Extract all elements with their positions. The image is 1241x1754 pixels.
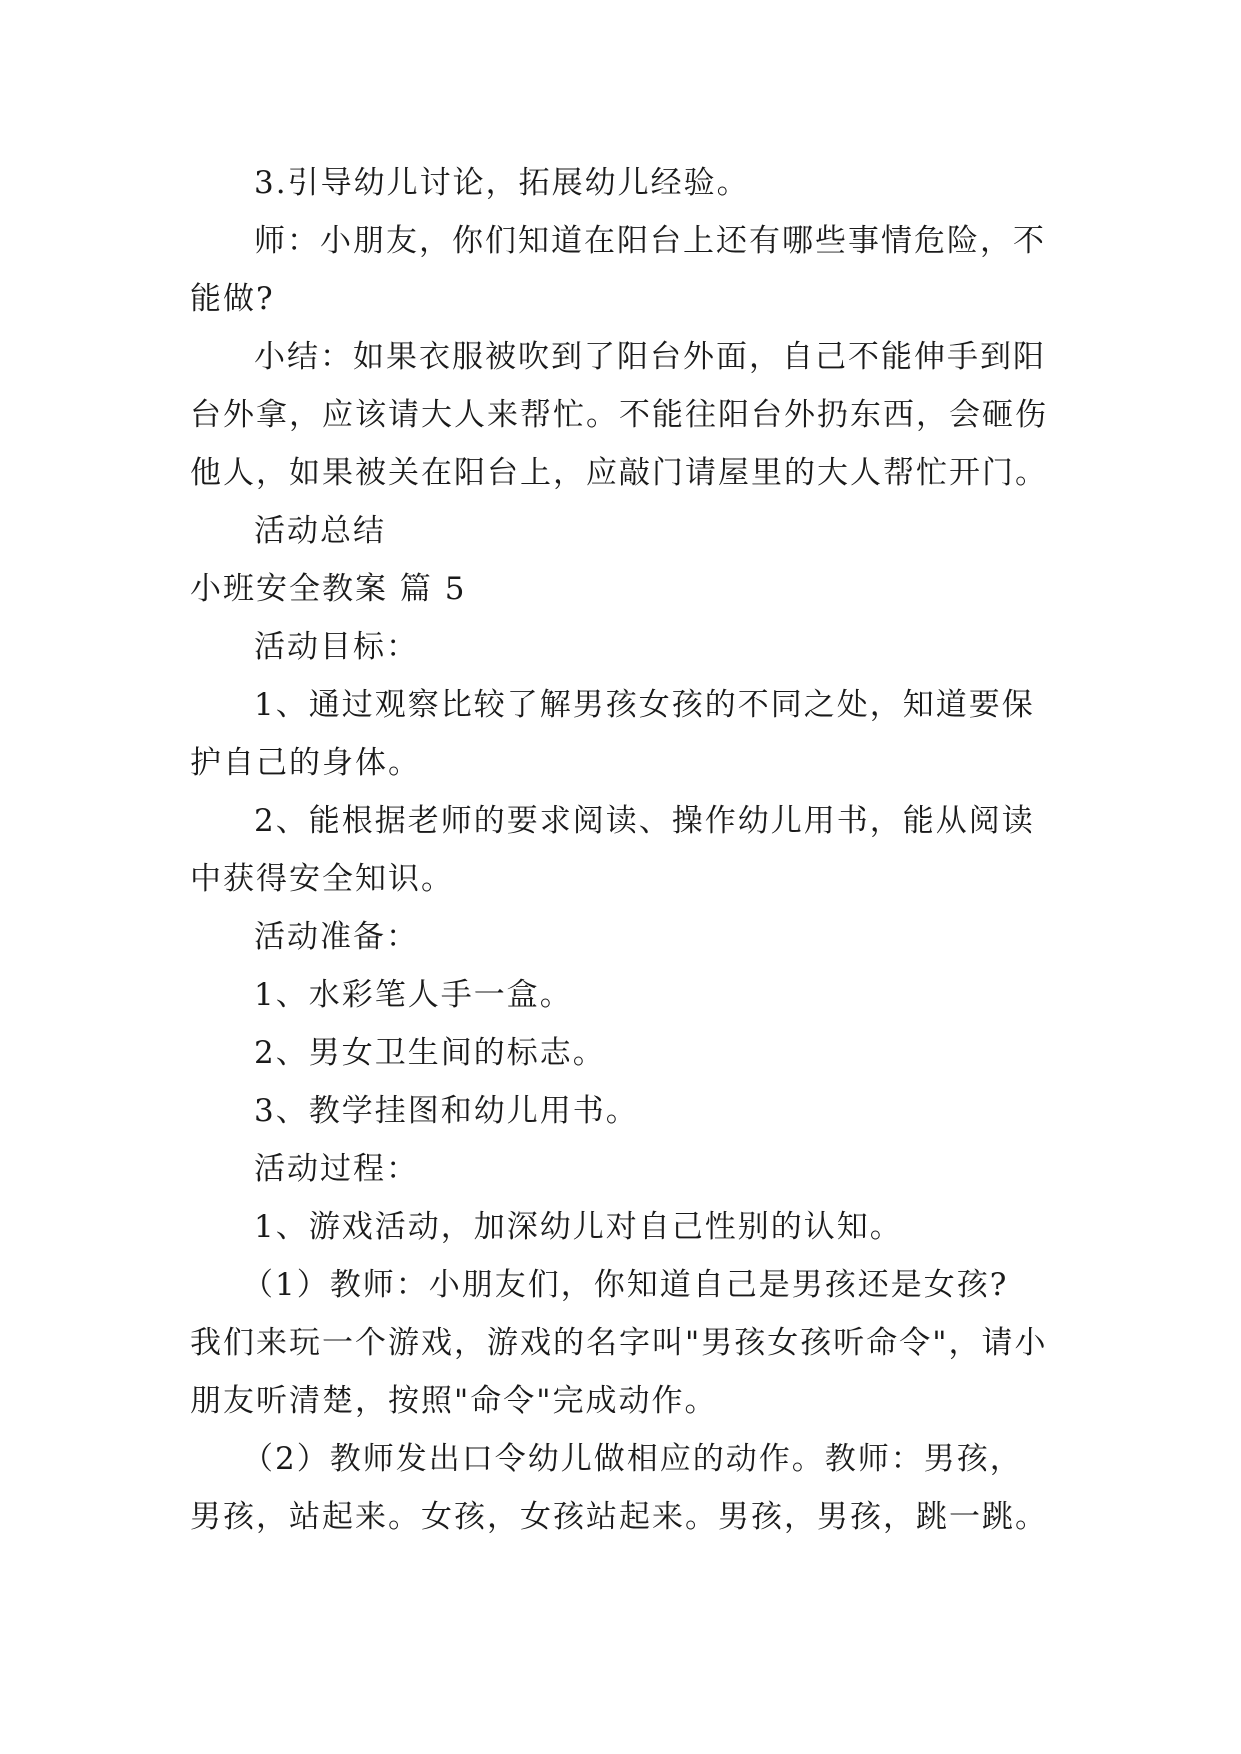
text-line: 男孩，站起来。女孩，女孩站起来。男孩，男孩，跳一跳。 [190, 1499, 1048, 1535]
section-heading: 活动过程： [254, 1151, 419, 1187]
section-heading: 活动准备： [254, 919, 419, 955]
text-line: 师：小朋友，你们知道在阳台上还有哪些事情危险，不 [254, 223, 1046, 259]
text-line: 1、通过观察比较了解男孩女孩的不同之处，知道要保 [254, 687, 1035, 723]
text-line: 中获得安全知识。 [190, 861, 454, 897]
text-line: 2、能根据老师的要求阅读、操作幼儿用书，能从阅读 [254, 803, 1035, 839]
text-line: 3.引导幼儿讨论，拓展幼儿经验。 [254, 165, 750, 201]
text-line: （1）教师：小朋友们，你知道自己是男孩还是女孩? [242, 1267, 1009, 1303]
text-line: 台外拿，应该请大人来帮忙。不能往阳台外扔东西，会砸伤 [190, 397, 1048, 433]
text-line: 能做? [190, 281, 275, 317]
text-line: 1、水彩笔人手一盒。 [254, 977, 573, 1013]
text-line: 2、男女卫生间的标志。 [254, 1035, 606, 1071]
text-line: 小结：如果衣服被吹到了阳台外面，自己不能伸手到阳 [254, 339, 1046, 375]
lesson-title: 小班安全教案 篇 5 [190, 571, 467, 607]
text-line: 1、游戏活动，加深幼儿对自己性别的认知。 [254, 1209, 903, 1245]
text-line: 3、教学挂图和幼儿用书。 [254, 1093, 639, 1129]
document-body [190, 154, 1060, 1546]
section-heading: 活动目标： [254, 629, 419, 665]
text-line: 我们来玩一个游戏，游戏的名字叫"男孩女孩听命令"，请小 [190, 1325, 1048, 1361]
text-line: 朋友听清楚，按照"命令"完成动作。 [190, 1383, 718, 1419]
text-line: 他人，如果被关在阳台上，应敲门请屋里的大人帮忙开门。 [190, 455, 1048, 491]
text-line: （2）教师发出口令幼儿做相应的动作。教师：男孩， [242, 1441, 1023, 1477]
section-heading: 活动总结 [254, 513, 386, 549]
text-line: 护自己的身体。 [190, 745, 421, 781]
